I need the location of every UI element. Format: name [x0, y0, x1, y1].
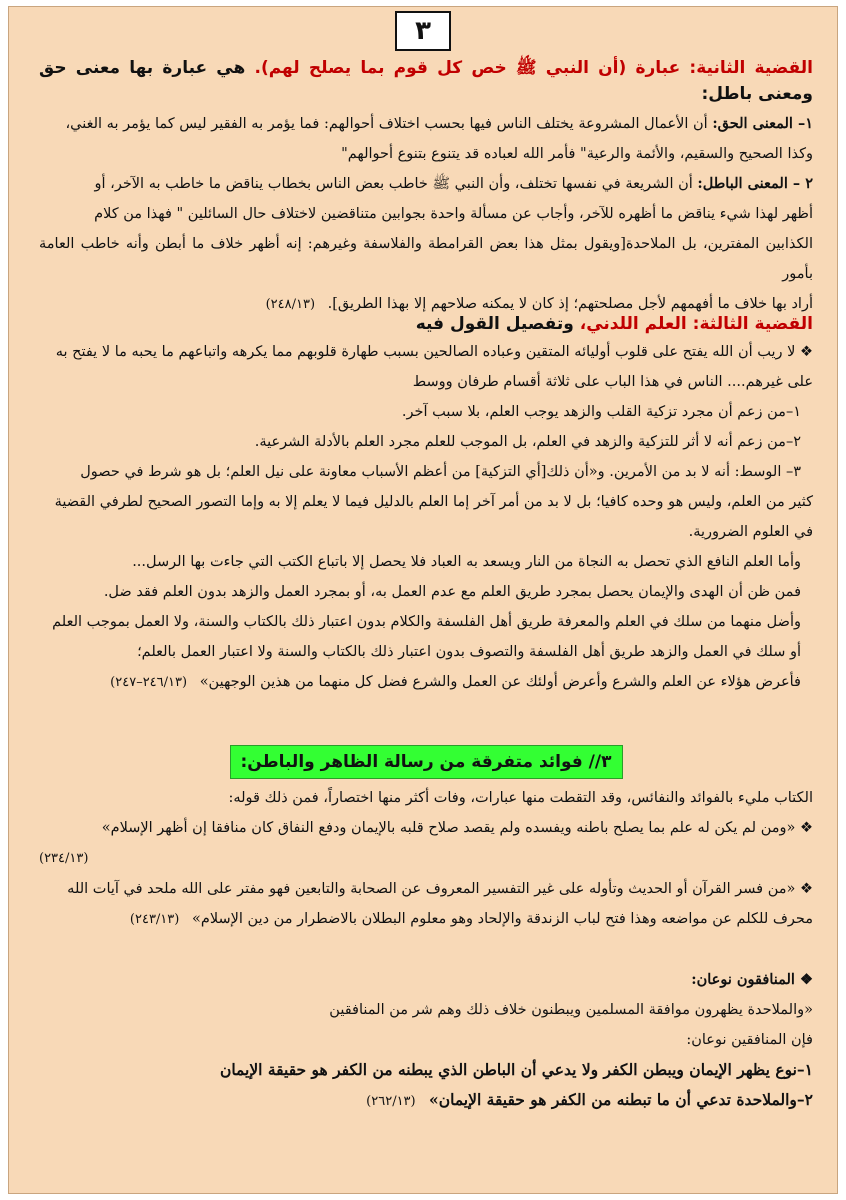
item-3-line-3: في العلوم الضرورية.	[688, 524, 813, 540]
p2-text-5: فأعرض هؤلاء عن العلم والشرع وأعرض أولئك عن العمل والشرع فضل كل منهما من هذين الوجهين»	[199, 674, 801, 690]
p2-line-3: وأضل منهما من سلك في العلم والمعرفة طريق أهل الفلسفة والكلام بدون اعتبار ذلك بالكتاب والسنة، ولا العمل بموجب العلم	[52, 614, 801, 630]
hypocrites-title: ❖ المنافقون نوعان:	[691, 971, 813, 988]
batil-text-4: أراد بها خلاف ما أفهمهم لأجل مصلحتهم؛ إذ كان لا يمكنه صلاحهم إلا بهذا الطريق].	[327, 296, 813, 312]
hypocrites-type-1: ١–نوع يظهر الإيمان ويبطن الكفر ولا يدعي أن الباطن الذي يبطنه من الكفر هو حقيقة الإيمان	[219, 1060, 813, 1079]
p2-line-4: أو سلك في العمل والزهد طريق أهل الفلسفة والتصوف بدون اعتبار ذلك بالكتاب والسنة ولا اعتبار العمل بالعلم؛	[137, 644, 801, 660]
p2-line-2: فمن ظن أن الهدى والإيمان يحصل بمجرد طريق العلم مع عدم العمل به، أو بمجرد العمل والزهد بدون العلم فقد ضل.	[103, 584, 801, 600]
p1-line-1: ❖ لا ريب أن الله يفتح على قلوب أوليائه المتقين وعباده الصالحين بسبب طهارة قلوبهم مما يكرهه واتباعهم ما يحبه ما لا يفتح به	[55, 344, 813, 360]
issue-three-title	[39, 311, 813, 337]
haqq-text-1: أن الأعمال المشروعة يختلف الناس فيها بحسب اختلاف أحوالهم: فما يؤمر به الفقير ليس كما يؤمر به الغني،	[65, 116, 708, 132]
quote-1-ref-line	[39, 843, 813, 874]
p2-line-1: وأما العلم النافع الذي تحصل به النجاة من النار ويسعد به العباد فلا يحصل إلا باتباع الكتب التي جاءت بها الرسل...	[132, 554, 801, 570]
quote-1-reference: (٢٣٤/١٣)	[39, 851, 89, 866]
batil-line-1	[39, 169, 813, 199]
hypocrites-type-2-text: ٢–والملاحدة تدعي أن ما تبطنه من الكفر هو حقيقة الإيمان»	[429, 1090, 813, 1109]
issue-two-section	[39, 55, 813, 320]
quote-1: ❖ «ومن لم يكن له علم بما يصلح باطنه ويفسده ولم يقصد صلاح قلبه بالإيمان ودفع النفاق كان منافقا إن أظهر الإسلام»	[101, 820, 813, 836]
haqq-line-2: وكذا الصحيح والسقيم، والأئمة والرعية" فأمر الله لعباده قد يتنوع بتنوع أحوالهم"	[341, 146, 813, 162]
item-3-line-1: ٣– الوسط: أنه لا بد من الأمرين. و«أن ذلك[أي التزكية] من أعظم الأسباب معاونة على نيل العلم؛ بل هو شرط في حصول	[80, 464, 801, 480]
issue-three-title-red: القضية الثالثة: العلم اللدني،	[579, 314, 813, 334]
p2-line-5	[39, 667, 813, 698]
batil-text-1: أن الشريعة في نفسها تختلف، وأن النبي ﷺ خاطب بعض الناس بخطاب يناقض ما خاطب به الآخر، أو	[94, 176, 693, 192]
issue-three-title-black: وتفصيل القول فيه	[415, 314, 574, 334]
issue-two-title-black: هي عبارة بها معنى حق ومعنى باطل:	[39, 58, 813, 104]
issue-two-title	[39, 55, 813, 107]
item-3-line-2: كثير من العلم، وليس هو وحده كافيا؛ بل لا بد من أمر آخر إما العلم بالدليل فيما لا يعلم إلا به وإما التصور الصحيح لطرفي القضية	[54, 494, 813, 510]
benefits-section	[39, 745, 813, 935]
batil-line-3: الكذابين المفترين، بل الملاحدة[ويقول بمثل هذا بعض القرامطة والفلاسفة وغيرهم: إنه أظهر خلاف ما أبطن وأنه خاطب العامة بأمور	[39, 236, 813, 282]
benefits-intro: الكتاب مليء بالفوائد والنفائس، وقد التقطت منها عبارات، وفات أكثر منها اختصاراً، فمن ذلك قوله:	[228, 790, 813, 806]
page	[8, 6, 838, 1194]
hypocrites-reference: (٢٦٢/١٣)	[366, 1094, 416, 1109]
quote-2-reference: (٢٤٣/١٣)	[129, 912, 180, 927]
hypocrites-section	[39, 965, 813, 1117]
hypocrites-line-2: فإن المنافقين نوعان:	[686, 1032, 813, 1048]
issue-two-title-red: القضية الثانية: عبارة (أن النبي ﷺ خص كل قوم بما يصلح لهم).	[254, 58, 813, 78]
quote-2-line-1: ❖ «من فسر القرآن أو الحديث وتأوله على غير التفسير المعروف عن الصحابة والتابعين فهو مفتر على الله ملحد في آيات الله	[67, 881, 813, 897]
quote-2-line-2	[39, 904, 813, 935]
benefits-heading-wrap	[39, 745, 813, 779]
hypocrites-line-1: «والملاحدة يظهرون موافقة المسلمين ويبطنون خلاف ذلك وهم شر من المنافقين	[329, 1002, 813, 1018]
haqq-label: ١– المعنى الحق:	[712, 115, 813, 132]
hypocrites-type-2	[39, 1085, 813, 1117]
haqq-line-1	[39, 109, 813, 139]
p2-reference: (٢٤٦/١٣–٢٤٧)	[110, 675, 188, 690]
batil-line-2: أظهر لهذا شيء يناقض ما أظهره للآخر، وأجاب عن مسألة واحدة بجوابين متناقضين لاختلاف حال السائلين " فهذا من كلام	[94, 206, 813, 222]
issue-three-section	[39, 311, 813, 698]
p1-line-2: على غيرهم.... الناس في هذا الباب على ثلاثة أقسام طرفان ووسط	[412, 374, 813, 390]
item-2: ٢–من زعم أنه لا أثر للتزكية والزهد في العلم، بل الموجب للعلم مجرد العلم بالأدلة الشرعية.	[254, 434, 801, 450]
page-number-box: ٣	[395, 11, 451, 51]
batil-label: ٢ – المعنى الباطل:	[697, 175, 813, 192]
quote-2-text-2: محرف للكلم عن مواضعه وهذا فتح لباب الزندقة والإلحاد وهو معلوم البطلان بالاضطرار من دين الإسلام»	[191, 911, 813, 927]
benefits-heading: ٣// فوائد متفرقة من رسالة الظاهر والباطن:	[230, 745, 623, 779]
batil-reference: (٢٤٨/١٣)	[265, 297, 316, 312]
item-1: ١–من زعم أن مجرد تزكية القلب والزهد يوجب العلم، بلا سبب آخر.	[401, 404, 801, 420]
